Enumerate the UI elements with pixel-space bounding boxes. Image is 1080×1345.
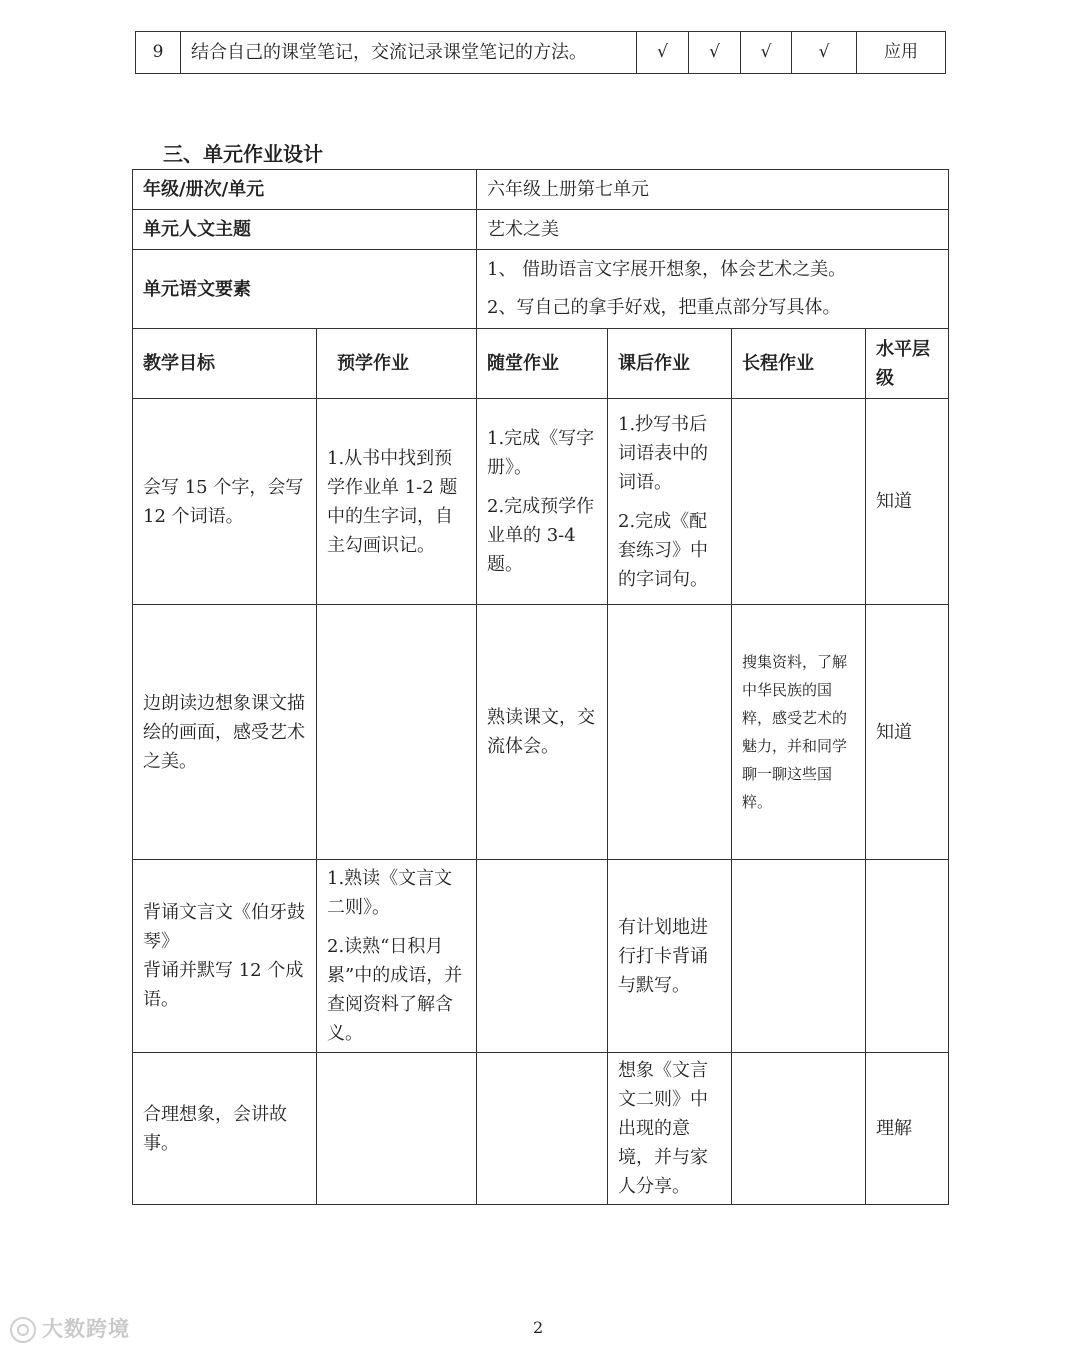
- element-item: 1、 借助语言文字展开想象，体会艺术之美。: [487, 259, 847, 280]
- row-number: 9: [136, 32, 181, 74]
- goal-cell: [133, 399, 317, 605]
- after-text: 有计划地进行打卡背诵与默写。: [618, 916, 708, 996]
- grade-value: 六年级上册第七单元: [477, 170, 949, 210]
- long-cell: [732, 860, 866, 1053]
- goal-cell: [133, 605, 317, 860]
- column-header: 预学作业: [317, 329, 477, 399]
- after-text: 想象《文言文二则》中出现的意境，并与家人分享。: [618, 1060, 708, 1197]
- long-text: 搜集资料，了解中华民族的国粹，感受艺术的魅力，并和同学聊一聊这些国粹。: [742, 653, 848, 811]
- column-header: 教学目标: [133, 329, 317, 399]
- goal-text: 背诵文言文《伯牙鼓琴》: [143, 902, 305, 952]
- level-cell: 理解: [866, 1053, 949, 1205]
- pre-cell: [317, 605, 477, 860]
- column-header: 随堂作业: [477, 329, 608, 399]
- long-cell: [732, 1053, 866, 1205]
- goal-text: 背诵并默写 12 个成语。: [143, 960, 304, 1010]
- class-text: 熟读课文，交流体会。: [487, 707, 595, 757]
- level-cell: 知道: [866, 399, 949, 605]
- watermark: [10, 1313, 130, 1343]
- check-mark: √: [689, 32, 741, 74]
- pre-text: 1.从书中找到预学作业单 1-2 题中的生字词，自主勾画识记。: [327, 447, 458, 556]
- watermark-logo-icon: [10, 1317, 36, 1343]
- long-cell: [732, 605, 866, 860]
- theme-value: 艺术之美: [477, 210, 949, 250]
- goal-cell: [133, 860, 317, 1053]
- prev-table: [135, 31, 946, 74]
- column-header: 课后作业: [608, 329, 732, 399]
- class-cell: [477, 605, 608, 860]
- check-mark: √: [637, 32, 689, 74]
- after-cell: [608, 1053, 732, 1205]
- level-cell: [866, 860, 949, 1053]
- pre-cell: [317, 860, 477, 1053]
- goal-text: 边朗读边想象课文描绘的画面，感受艺术之美。: [143, 692, 305, 772]
- pre-cell: [317, 1053, 477, 1205]
- check-mark: √: [792, 32, 857, 74]
- after-cell: [608, 399, 732, 605]
- class-text: 2.完成预学作业单的 3-4 题。: [487, 496, 595, 575]
- after-cell: [608, 860, 732, 1053]
- theme-label: 单元人文主题: [133, 210, 477, 250]
- column-header: 水平层级: [866, 329, 949, 399]
- column-header: 长程作业: [732, 329, 866, 399]
- check-mark: √: [741, 32, 792, 74]
- after-cell: [608, 605, 732, 860]
- pre-text: 1.熟读《文言文二则》。: [327, 868, 453, 918]
- row-description: 结合自己的课堂笔记，交流记录课堂笔记的方法。: [181, 32, 637, 74]
- element-item: 2、写自己的拿手好戏，把重点部分写具体。: [487, 297, 841, 318]
- goal-text: 会写 15 个字，会写 12 个词语。: [143, 476, 304, 527]
- level-cell: 知道: [866, 605, 949, 860]
- class-cell: [477, 1053, 608, 1205]
- grade-label: 年级/册次/单元: [133, 170, 477, 210]
- pre-text: 2.读熟“日积月累”中的成语，并查阅资料了解含义。: [327, 936, 463, 1044]
- elements-label: 单元语文要素: [133, 250, 477, 329]
- class-text: 1.完成《写字册》。: [487, 428, 595, 478]
- goal-text: 合理想象，会讲故事。: [143, 1103, 287, 1154]
- page-number: 2: [533, 1318, 544, 1337]
- after-text: 2.完成《配套练习》中的字词句。: [618, 510, 708, 590]
- class-cell: [477, 860, 608, 1053]
- goal-cell: [133, 1053, 317, 1205]
- after-text: 1.抄写书后词语表中的词语。: [618, 413, 708, 493]
- class-cell: [477, 399, 608, 605]
- long-cell: [732, 399, 866, 605]
- section-title: 三、单元作业设计: [163, 142, 323, 166]
- row-level: 应用: [857, 32, 946, 74]
- elements-value: [477, 250, 949, 329]
- watermark-text: 大数跨境: [42, 1317, 130, 1341]
- pre-cell: [317, 399, 477, 605]
- homework-table: [132, 169, 949, 1205]
